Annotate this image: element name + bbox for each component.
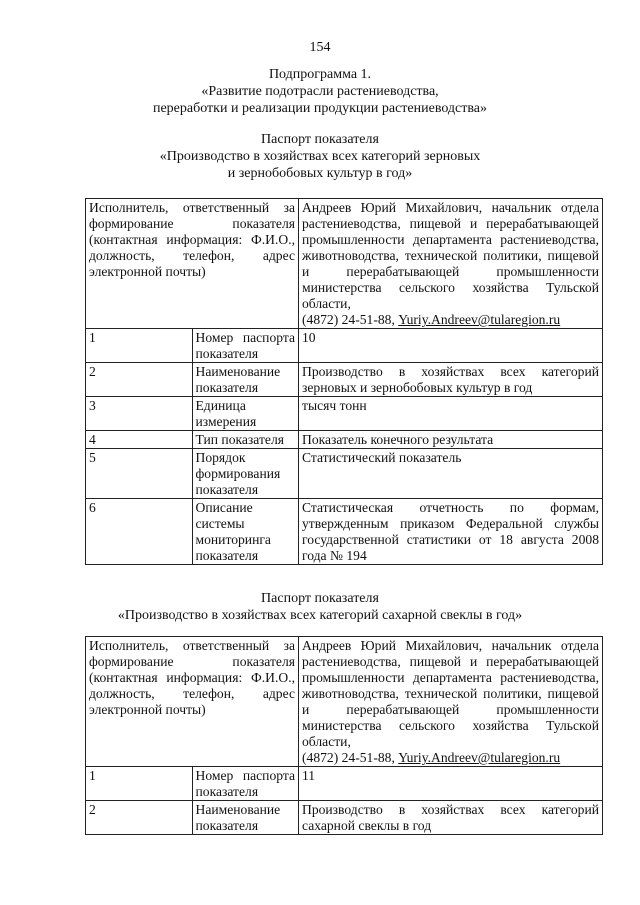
executor-email-link[interactable]: Yuriy.Andreev@tularegion.ru (398, 750, 561, 765)
row-value: 10 (299, 329, 603, 363)
passport-1-name-line-2: и зернобобовых культур в год» (227, 166, 413, 181)
row-value: Производство в хозяйствах всех категорий сахарной свеклы в год (299, 801, 603, 835)
table-row (86, 329, 603, 363)
passport-1-heading (0, 131, 640, 182)
executor-phone: (4872) 24-51-88, (302, 312, 399, 327)
table-row (86, 199, 603, 329)
row-number: 2 (86, 801, 193, 835)
row-number: 1 (86, 767, 193, 801)
row-value: Показатель конечного результата (299, 431, 603, 449)
table-row (86, 637, 603, 767)
subprogram-line-3: переработки и реализации продукции растениеводства» (152, 101, 488, 116)
row-label: Номер паспорта показателя (192, 329, 299, 363)
executor-phone: (4872) 24-51-88, (302, 750, 399, 765)
row-number: 2 (86, 363, 193, 397)
passport-2-heading (0, 590, 640, 624)
executor-text: Андреев Юрий Михайлович, начальник отдела растениеводства, пищевой и перерабатывающей промышленности департамента растениеводства, животноводства, технической политики, пищевой и перерабатывающей промышленности министерства сельского хозяйства Тульской области, (302, 638, 599, 749)
row-label: Наименование показателя (192, 801, 299, 835)
table-row (86, 449, 603, 499)
passport-2-name-line-1: «Производство в хозяйствах всех категорий сахарной свеклы в год» (117, 608, 523, 623)
row-value: Производство в хозяйствах всех категорий зерновых и зернобобовых культур в год (299, 363, 603, 397)
passport-1-title: Паспорт показателя (261, 132, 379, 147)
executor-label: Исполнитель, ответственный за формирование показателя (контактная информация: Ф.И.О., должность, телефон, адрес электронной почты) (86, 637, 299, 767)
row-number: 1 (86, 329, 193, 363)
row-value: Статистический показатель (299, 449, 603, 499)
executor-value (299, 637, 603, 767)
row-label: Единица измерения (192, 397, 299, 431)
row-number: 5 (86, 449, 193, 499)
subprogram-line-1: Подпрограмма 1. (268, 67, 372, 82)
row-number: 4 (86, 431, 193, 449)
executor-value (299, 199, 603, 329)
passport-2-table (85, 636, 603, 835)
table-row (86, 801, 603, 835)
row-value: 11 (299, 767, 603, 801)
executor-label: Исполнитель, ответственный за формирование показателя (контактная информация: Ф.И.О., должность, телефон, адрес электронной почты) (86, 199, 299, 329)
row-label: Порядок формирования показателя (192, 449, 299, 499)
executor-email-link[interactable]: Yuriy.Andreev@tularegion.ru (398, 312, 561, 327)
subprogram-heading (0, 66, 640, 117)
row-label: Номер паспорта показателя (192, 767, 299, 801)
row-number: 6 (86, 499, 193, 565)
table-row (86, 397, 603, 431)
row-value: Статистическая отчетность по формам, утвержденным приказом Федеральной службы государственной статистики от 18 августа 2008 года № 194 (299, 499, 603, 565)
passport-1-table (85, 198, 603, 565)
passport-1-name-line-1: «Производство в хозяйствах всех категорий зерновых (159, 149, 481, 164)
page-number: 154 (309, 40, 331, 55)
row-label: Наименование показателя (192, 363, 299, 397)
passport-2-title: Паспорт показателя (261, 591, 379, 606)
row-number: 3 (86, 397, 193, 431)
row-label: Описание системы мониторинга показателя (192, 499, 299, 565)
table-row (86, 363, 603, 397)
row-label: Тип показателя (192, 431, 299, 449)
table-row (86, 431, 603, 449)
table-row (86, 767, 603, 801)
row-value: тысяч тонн (299, 397, 603, 431)
subprogram-line-2: «Развитие подотрасли растениеводства, (201, 84, 439, 99)
table-row (86, 499, 603, 565)
executor-text: Андреев Юрий Михайлович, начальник отдела растениеводства, пищевой и перерабатывающей промышленности департамента растениеводства, животноводства, технической политики, пищевой и перерабатывающей промышленности министерства сельского хозяйства Тульской области, (302, 200, 599, 311)
